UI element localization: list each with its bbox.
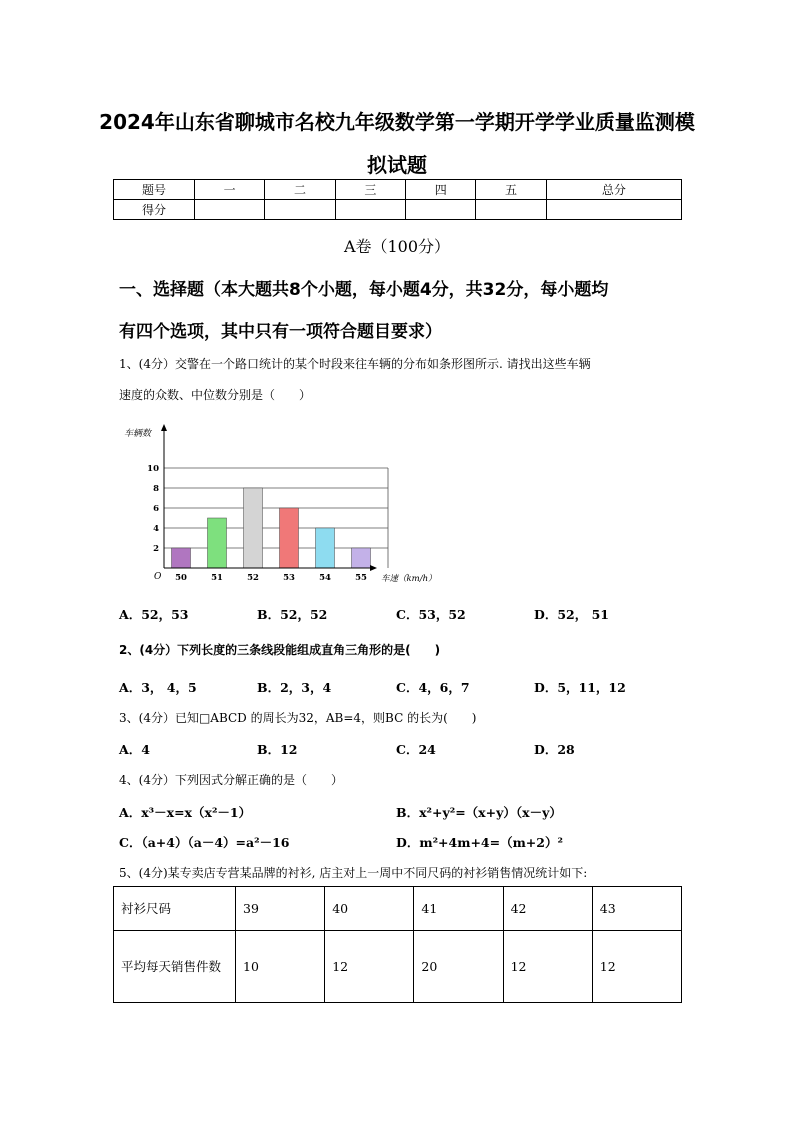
chart-x-tick-label: 51 <box>211 573 223 583</box>
chart-x-tick-label: 54 <box>319 573 331 583</box>
section1-heading-line1: 一、选择题（本大题共8个小题，每小题4分，共32分，每小题均 <box>119 280 609 300</box>
q3-option-a[interactable]: A．4 <box>119 742 150 757</box>
exam-title-line1: 2024年山东省聊城市名校九年级数学第一学期开学学业质量监测模 <box>99 110 695 134</box>
chart-bar <box>316 528 335 568</box>
chart-x-tick-label: 53 <box>283 573 295 583</box>
chart-x-axis-arrow <box>370 565 377 571</box>
chart-y-axis-label: 车辆数 <box>124 429 152 439</box>
chart-y-tick-label: 6 <box>153 504 159 514</box>
q3-option-d[interactable]: D．28 <box>534 742 575 757</box>
chart-bar <box>172 548 191 568</box>
score-cell <box>195 200 265 220</box>
q4-option-b[interactable]: B．x²+y²=（x+y）（x－y） <box>396 805 562 820</box>
chart-x-axis-label: 车速（km/h） <box>381 574 437 584</box>
shirt-size-cell: 40 <box>325 887 414 931</box>
chart-y-tick-label: 8 <box>153 484 159 494</box>
chart-y-tick-label: 4 <box>153 524 159 534</box>
score-cell <box>335 200 405 220</box>
shirt-size-row <box>114 887 682 931</box>
q1-stem-line2: 速度的众数、中位数分别是（ ） <box>119 388 312 402</box>
chart-x-tick-label: 50 <box>175 573 187 583</box>
chart-bar <box>280 508 299 568</box>
q1-option-d[interactable]: D．52， 51 <box>534 607 609 622</box>
score-cell <box>406 200 476 220</box>
shirt-size-cell: 43 <box>592 887 681 931</box>
chart-y-tick-label: 10 <box>147 464 159 474</box>
q1-option-c[interactable]: C．53，52 <box>396 607 466 622</box>
chart-y-axis-arrow <box>161 424 167 431</box>
chart-y-tick-labels <box>147 464 159 554</box>
q1-option-b[interactable]: B．52，52 <box>257 607 328 622</box>
chart-origin-label: O <box>154 572 162 582</box>
score-header-cell: 一 <box>195 180 265 200</box>
score-header-cell: 五 <box>476 180 546 200</box>
q5-stem: 5、(4分)某专卖店专营某品牌的衬衫, 店主对上一周中不同尺码的衬衫销售情况统计如下: <box>119 866 588 880</box>
daily-sales-cell: 12 <box>503 931 592 1003</box>
score-table-header-row <box>114 180 682 200</box>
score-table <box>113 179 682 220</box>
shirt-size-cell: 41 <box>414 887 503 931</box>
score-cell <box>546 200 681 220</box>
chart-x-tick-labels <box>175 573 367 583</box>
q2-option-d[interactable]: D．5，11，12 <box>534 680 626 695</box>
score-header-cell: 总分 <box>546 180 681 200</box>
q4-option-a[interactable]: A．x³－x=x（x²－1） <box>119 805 252 820</box>
daily-sales-row-label: 平均每天销售件数 <box>114 931 236 1003</box>
speed-bar-chart <box>118 420 448 590</box>
daily-sales-row <box>114 931 682 1003</box>
chart-axes <box>161 424 377 571</box>
score-row-label: 得分 <box>114 200 195 220</box>
score-header-cell: 四 <box>406 180 476 200</box>
shirt-size-table <box>113 886 682 1003</box>
shirt-size-cell: 42 <box>503 887 592 931</box>
daily-sales-cell: 12 <box>325 931 414 1003</box>
q4-option-c[interactable]: C．（a+4）（a－4）=a²－16 <box>119 835 290 850</box>
q4-stem: 4、(4分）下列因式分解正确的是（ ） <box>119 773 343 787</box>
q2-option-b[interactable]: B．2，3，4 <box>257 680 332 695</box>
score-cell <box>476 200 546 220</box>
q3-option-b[interactable]: B．12 <box>257 742 298 757</box>
chart-y-tick-label: 2 <box>153 544 159 554</box>
score-header-cell: 三 <box>335 180 405 200</box>
shirt-size-cell: 39 <box>236 887 325 931</box>
chart-bar <box>352 548 371 568</box>
q2-stem: 2、(4分）下列长度的三条线段能组成直角三角形的是( ) <box>119 643 441 657</box>
daily-sales-cell: 12 <box>592 931 681 1003</box>
q4-option-d[interactable]: D．m²+4m+4=（m+2）² <box>396 835 563 850</box>
section1-heading-line2: 有四个选项，其中只有一项符合题目要求） <box>119 322 442 342</box>
score-table-score-row <box>114 200 682 220</box>
q3-option-c[interactable]: C．24 <box>396 742 436 757</box>
q2-option-c[interactable]: C．4，6，7 <box>396 680 470 695</box>
q1-option-a[interactable]: A．52，53 <box>119 607 189 622</box>
q1-stem-line1: 1、(4分）交警在一个路口统计的某个时段来往车辆的分布如条形图所示. 请找出这些车辆 <box>119 357 591 371</box>
score-header-cell: 题号 <box>114 180 195 200</box>
score-cell <box>265 200 335 220</box>
daily-sales-cell: 20 <box>414 931 503 1003</box>
section-a-heading: A卷（100分） <box>343 237 451 256</box>
chart-bar <box>208 518 227 568</box>
daily-sales-cell: 10 <box>236 931 325 1003</box>
q3-stem: 3、(4分）已知□ABCD 的周长为32，AB=4，则BC 的长为( ) <box>119 711 477 725</box>
chart-x-tick-label: 52 <box>247 573 259 583</box>
score-header-cell: 二 <box>265 180 335 200</box>
chart-x-tick-label: 55 <box>355 573 367 583</box>
exam-title-line2: 拟试题 <box>367 153 427 177</box>
shirt-size-row-label: 衬衫尺码 <box>114 887 236 931</box>
chart-bar <box>244 488 263 568</box>
q2-option-a[interactable]: A．3， 4，5 <box>119 680 197 695</box>
